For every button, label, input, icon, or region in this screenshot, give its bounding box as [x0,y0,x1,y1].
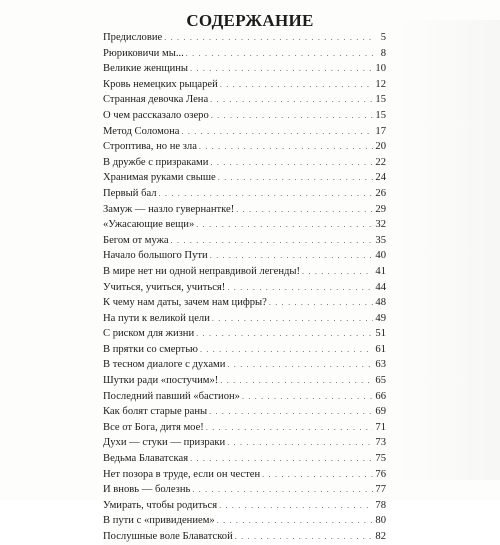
dot-leader [192,482,373,498]
toc-entry-page-number: 66 [375,390,386,402]
toc-entry-title: В прятки со смертью [103,342,200,358]
dot-leader [220,373,373,389]
dot-leader [196,326,373,342]
toc-entry-title: Умирать, чтобы родиться [103,498,219,514]
toc-entry-title: Строптива, но не зла [103,139,199,155]
dot-leader [171,233,374,249]
toc-entry-page-number: 40 [375,250,386,262]
toc-entry [103,77,386,93]
toc-entry-title: Послушные воле Блаватской [103,529,235,545]
dot-leader [190,61,373,77]
toc-entry-page-number: 5 [380,32,386,43]
dot-leader [196,217,373,233]
toc-entry [103,280,386,296]
toc-entry [103,513,386,529]
toc-entry [103,311,386,327]
toc-entry-page-number: 51 [375,328,386,340]
toc-entry-title: На пути к великой цели [103,311,212,327]
toc-entry [103,498,386,514]
toc-entry [103,420,386,436]
dot-leader [242,389,373,405]
toc-entry-page-number: 35 [375,234,386,246]
toc-entry-title: Последний павший «бастион» [103,389,242,405]
dot-leader [210,155,373,171]
dot-leader [236,202,373,218]
toc-entry [103,202,386,218]
toc-entry-title: Странная девочка Лена [103,92,210,108]
toc-entry-title: Как болят старые раны [103,404,209,420]
toc-entry [103,170,386,186]
toc-entry-title: Учиться, учиться, учиться! [103,280,227,296]
toc-entry-title: Рюриковичи мы... [103,46,186,62]
toc-entry [103,186,386,202]
toc-entry-page-number: 73 [375,437,386,449]
toc-entry [103,61,386,77]
dot-leader [262,467,373,483]
toc-entry-title: В мире нет ни одной неправдивой легенды! [103,264,302,280]
toc-entry-title: Метод Соломона [103,124,181,140]
toc-entry-page-number: 17 [375,125,386,137]
toc-entry-title: Духи — стуки — призраки [103,435,227,451]
toc-entry-page-number: 20 [375,141,386,153]
toc-entry-page-number: 44 [375,281,386,293]
dot-leader [209,404,373,420]
toc-entry-title: В тесном диалоге с духами [103,357,227,373]
toc-entry-title: «Ужасающие вещи» [103,217,196,233]
toc-entry [103,357,386,373]
toc-entry-page-number: 63 [375,359,386,371]
toc-entry-page-number: 12 [375,78,386,90]
dot-leader [218,170,374,186]
toc-entry [103,30,386,46]
toc-entry-page-number: 75 [375,453,386,465]
toc-entry-title: К чему нам даты, зачем нам цифры? [103,295,269,311]
dot-leader [190,451,373,467]
toc-entry-title: В пути с «привидением» [103,513,217,529]
toc-entry-page-number: 24 [375,172,386,184]
toc-entry [103,451,386,467]
toc-entry-title: Кровь немецких рыцарей [103,77,220,93]
toc-entry-title: Шутки ради «постучим»! [103,373,220,389]
toc-entry-page-number: 10 [375,63,386,75]
toc-entry-title: С риском для жизни [103,326,196,342]
dot-leader [269,295,374,311]
toc-entry [103,326,386,342]
toc-entry-page-number: 71 [375,421,386,433]
dot-leader [219,498,373,514]
toc-entry [103,482,386,498]
toc-entry-page-number: 15 [375,94,386,106]
toc-entry-page-number: 76 [375,468,386,480]
dot-leader [199,139,373,155]
toc-entry [103,373,386,389]
toc-entry [103,264,386,280]
toc-entry-title: Нет позора в труде, если он честен [103,467,262,483]
toc-entry-title: Хранимая руками свыше [103,170,218,186]
dot-leader [302,264,373,280]
toc-entry-page-number: 26 [375,187,386,199]
toc-entry [103,342,386,358]
dot-leader [211,108,374,124]
toc-entry [103,389,386,405]
toc-entry [103,295,386,311]
toc-entry-title: Первый бал [103,186,159,202]
toc-entry [103,139,386,155]
dot-leader [217,513,374,529]
toc-entry-page-number: 8 [380,47,386,59]
toc-entry [103,124,386,140]
toc-entry-page-number: 29 [375,203,386,215]
dot-leader [227,435,373,451]
toc-entry-page-number: 22 [375,156,386,168]
dot-leader [227,280,373,296]
toc-entry-page-number: 78 [375,499,386,511]
toc-entry-title: В дружбе с призраками [103,155,210,171]
dot-leader [212,311,374,327]
toc-entry-page-number: 65 [375,375,386,387]
toc-entry [103,155,386,171]
toc-entry-page-number: 80 [375,515,386,527]
toc-entry [103,233,386,249]
toc-entry-title: Предисловие [103,30,164,46]
toc-entry-title: Ведьма Блаватская [103,451,190,467]
toc-entry [103,46,386,62]
toc-entry [103,217,386,233]
toc-entry-page-number: 32 [375,219,386,231]
toc-entry [103,529,386,545]
toc-entry [103,404,386,420]
dot-leader [159,186,374,202]
toc-entry-title: Все от Бога, дитя мое! [103,420,206,436]
toc-entry-page-number: 48 [375,297,386,309]
toc-entry-page-number: 41 [375,265,386,277]
toc-entry-page-number: 61 [375,343,386,355]
dot-leader [210,92,373,108]
toc-entry-title: Бегом от мужа [103,233,171,249]
toc-entry-title: Начало большого Пути [103,248,210,264]
table-of-contents [103,30,386,545]
dot-leader [186,46,374,62]
dot-leader [164,30,374,46]
dot-leader [210,248,374,264]
toc-entry [103,248,386,264]
dot-leader [200,342,373,358]
toc-entry [103,467,386,483]
toc-entry [103,92,386,108]
toc-entry [103,108,386,124]
toc-entry-page-number: 77 [375,484,386,496]
toc-entry-title: Замуж — назло гувернантке! [103,202,236,218]
dot-leader [206,420,374,436]
dot-leader [227,357,373,373]
toc-entry-page-number: 49 [375,312,386,324]
toc-entry [103,435,386,451]
show-through-shadow [400,20,500,480]
toc-entry-page-number: 69 [375,406,386,418]
page-title: СОДЕРЖАНИЕ [186,11,314,30]
dot-leader [220,77,374,93]
toc-entry-title: Великие женщины [103,61,190,77]
toc-entry-title: О чем рассказало озеро [103,108,211,124]
dot-leader [181,124,373,140]
dot-leader [235,529,374,545]
toc-entry-page-number: 82 [375,531,386,542]
toc-entry-title: И вновь — болезнь [103,482,192,498]
toc-entry-page-number: 15 [375,109,386,121]
